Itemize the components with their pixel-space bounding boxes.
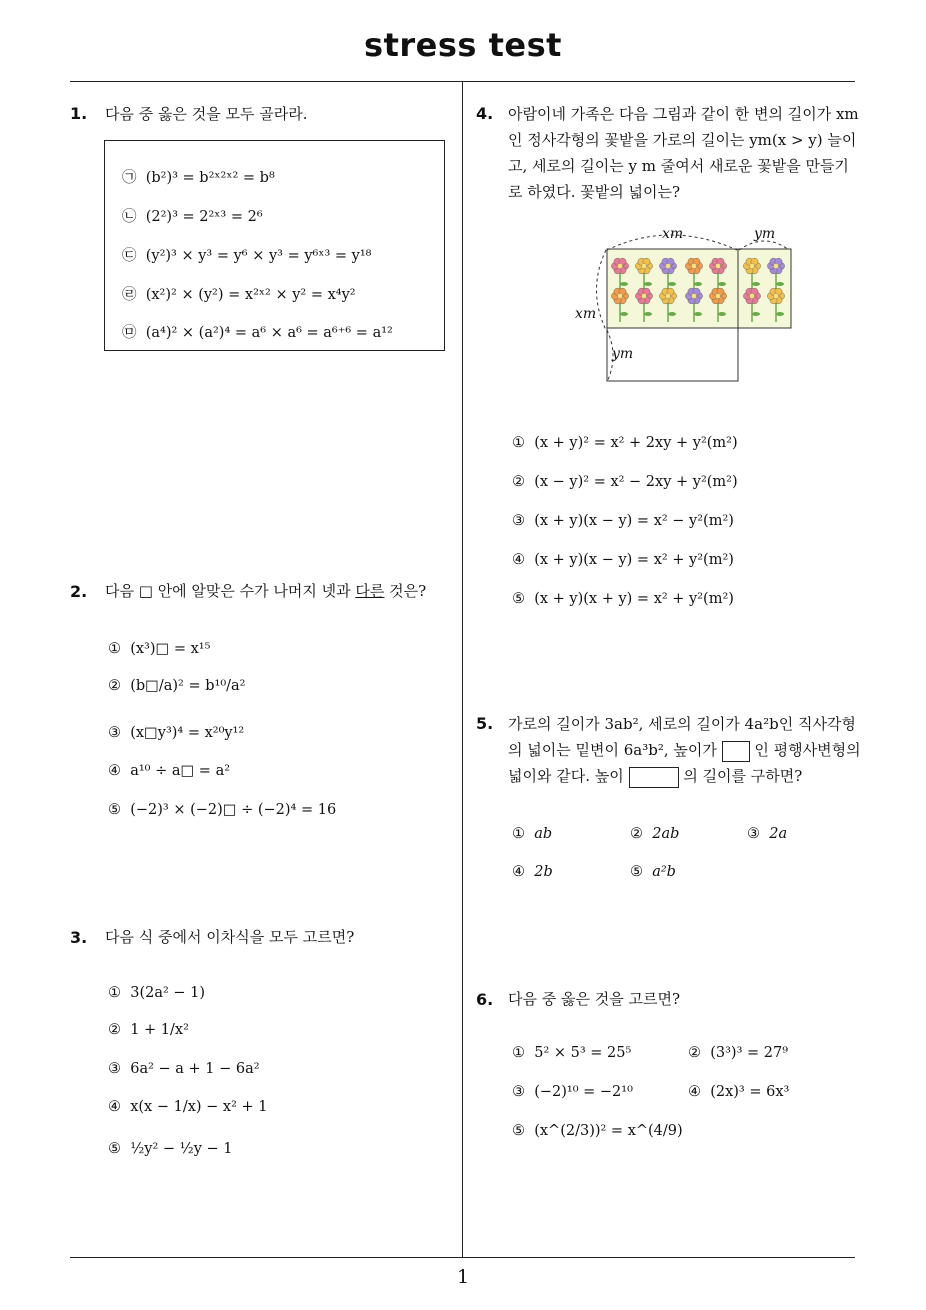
q4-option-expr: (x − y)² = x² − 2xy + y²(m²): [534, 474, 738, 490]
q4-option[interactable]: [512, 474, 738, 490]
option-mark: ⑤: [512, 1123, 525, 1139]
q1-item[interactable]: [122, 205, 263, 226]
q2-option-expr: (x³)□ = x¹⁵: [130, 641, 211, 657]
q3-option[interactable]: [108, 1099, 268, 1115]
label-left-y: ym: [612, 346, 634, 362]
option-mark: ⑤: [512, 591, 525, 607]
option-mark: ⑤: [630, 864, 643, 880]
option-mark: ④: [512, 864, 525, 880]
q2-option-expr: a¹⁰ ÷ a□ = a²: [130, 763, 231, 779]
q2-option[interactable]: [108, 725, 244, 741]
q5-line2a: 의 넓이는 밑변이 6a³b², 높이가: [508, 741, 717, 759]
q5-option[interactable]: [512, 864, 553, 880]
item-mark: ㉡: [122, 209, 137, 225]
q1-item[interactable]: [122, 283, 356, 304]
option-mark: ②: [108, 678, 121, 694]
option-mark: ⑤: [108, 1141, 121, 1157]
q4-option[interactable]: [512, 591, 734, 607]
q2-option-expr: (b□/a)² = b¹⁰/a²: [130, 678, 246, 694]
q2-option[interactable]: [108, 763, 230, 779]
q5-option-expr: a²b: [652, 864, 676, 880]
label-top-x: xm: [662, 226, 684, 242]
q5-option-expr: 2b: [534, 864, 553, 880]
q3-option-expr: 1 + 1/x²: [130, 1022, 189, 1038]
q3-option-expr: x(x − 1/x) − x² + 1: [130, 1099, 268, 1115]
q3-option[interactable]: [108, 1022, 189, 1038]
q4-option-expr: (x + y)² = x² + 2xy + y²(m²): [534, 435, 738, 451]
q6-option[interactable]: [512, 1084, 633, 1100]
answer-blank-small: [722, 741, 750, 762]
q5-option[interactable]: [747, 826, 787, 842]
q4-option[interactable]: [512, 435, 738, 451]
q4-option[interactable]: [512, 513, 734, 529]
option-mark: ①: [512, 826, 525, 842]
q3-option[interactable]: [108, 985, 205, 1001]
q3-option-expr: 6a² − a + 1 − 6a²: [130, 1061, 260, 1077]
q1-item[interactable]: [122, 166, 275, 187]
item-mark: ㉣: [122, 287, 137, 303]
q1-item-expr: (a⁴)² × (a²)⁴ = a⁶ × a⁶ = a⁶⁺⁶ = a¹²: [145, 325, 393, 341]
option-mark: ②: [108, 1022, 121, 1038]
answer-blank-wide: [629, 767, 679, 788]
q6-option[interactable]: [688, 1084, 789, 1100]
q6-text: 다음 중 옳은 것을 고르면?: [508, 990, 681, 1008]
q2-option-expr: (x□y³)⁴ = x²⁰y¹²: [130, 725, 245, 741]
q1-text: 다음 중 옳은 것을 모두 골라라.: [105, 105, 308, 123]
q3-text: 다음 식 중에서 이차식을 모두 고르면?: [105, 928, 355, 946]
q3-option-expr: 3(2a² − 1): [130, 985, 206, 1001]
option-mark: ③: [747, 826, 760, 842]
option-mark: ⑤: [108, 802, 121, 818]
q6-option-expr: (−2)¹⁰ = −2¹⁰: [534, 1084, 633, 1100]
item-mark: ㉤: [122, 325, 137, 341]
q5-line2: [508, 737, 861, 763]
column-divider: [462, 82, 463, 1258]
option-mark: ④: [108, 763, 121, 779]
q1-number: 1.: [70, 104, 88, 123]
q4-option-expr: (x + y)(x − y) = x² + y²(m²): [534, 552, 734, 568]
q1-item-expr: (x²)² × (y²) = x²ˣ² × y² = x⁴y²: [145, 287, 356, 303]
q4-text: 아람이네 가족은 다음 그림과 같이 한 변의 길이가 xm인 정사각형의 꽃밭을 가로의 길이는 ym(x > y) 늘이고, 세로의 길이는 y m 줄여서 새로운 꽃밭을 만들기로 하였다. 꽃밭의 넓이는?: [508, 105, 859, 201]
q6-option[interactable]: [688, 1045, 788, 1061]
q5-option[interactable]: [512, 826, 552, 842]
option-mark: ④: [512, 552, 525, 568]
option-mark: ④: [108, 1099, 121, 1115]
option-mark: ①: [512, 1045, 525, 1061]
garden-dimension-arcs: [575, 226, 800, 391]
option-mark: ①: [108, 985, 121, 1001]
option-mark: ③: [108, 725, 121, 741]
q6-option-expr: (3³)³ = 27⁹: [710, 1045, 789, 1061]
q2-option-expr: (−2)³ × (−2)□ ÷ (−2)⁴ = 16: [130, 802, 337, 818]
q5-line3a: 넓이와 같다. 높이: [508, 767, 624, 785]
q2-option[interactable]: [108, 641, 210, 657]
q1-item-expr: (b²)³ = b²ˣ²ˣ² = b⁸: [145, 170, 275, 186]
q5-line1: 가로의 길이가 3ab², 세로의 길이가 4a²b인 직사각형: [508, 715, 856, 733]
option-mark: ②: [630, 826, 643, 842]
q3-number: 3.: [70, 928, 88, 947]
q5-number: 5.: [476, 714, 494, 733]
q1-item-expr: (y²)³ × y³ = y⁶ × y³ = y⁶ˣ³ = y¹⁸: [145, 248, 372, 264]
q6-option[interactable]: [512, 1045, 631, 1061]
q6-option-expr: (2x)³ = 6x³: [710, 1084, 790, 1100]
q2-option[interactable]: [108, 678, 245, 694]
item-mark: ㉠: [122, 170, 137, 186]
option-mark: ①: [108, 641, 121, 657]
q3-option-expr: ½y² − ½y − 1: [130, 1141, 233, 1157]
option-mark: ②: [688, 1045, 701, 1061]
arc-top-y: [739, 241, 789, 250]
option-mark: ③: [512, 1084, 525, 1100]
q2-option[interactable]: [108, 802, 336, 818]
q2-number: 2.: [70, 582, 88, 601]
page-number: 1: [456, 1266, 470, 1288]
q2-text-underlined: 다른: [355, 582, 385, 600]
q3-option[interactable]: [108, 1061, 260, 1077]
q5-option-expr: ab: [534, 826, 553, 842]
q5-line3: [508, 763, 802, 789]
q5-option-expr: 2a: [769, 826, 788, 842]
label-left-x: xm: [575, 306, 597, 322]
label-top-y: ym: [754, 226, 776, 242]
q2-text: [105, 578, 426, 604]
q6-option[interactable]: [512, 1123, 683, 1139]
q6-option-expr: 5² × 5³ = 25⁵: [534, 1045, 632, 1061]
q5-option[interactable]: [630, 826, 679, 842]
q4-option-expr: (x + y)(x − y) = x² − y²(m²): [534, 513, 734, 529]
option-mark: ③: [108, 1061, 121, 1077]
q3-option[interactable]: [108, 1141, 232, 1157]
q5-option[interactable]: [630, 864, 676, 880]
page-title: stress test: [364, 26, 562, 64]
arc-left-x: [597, 250, 607, 330]
q2-text-after: 것은?: [384, 582, 427, 600]
q1-item[interactable]: [122, 321, 393, 342]
q4-option-expr: (x + y)(x + y) = x² + y²(m²): [534, 591, 734, 607]
bottom-rule: [70, 1257, 855, 1258]
q4-option[interactable]: [512, 552, 734, 568]
q2-text-before: 다음 □ 안에 알맞은 수가 나머지 넷과: [105, 582, 356, 600]
q1-item-expr: (2²)³ = 2²ˣ³ = 2⁶: [145, 209, 263, 225]
q6-option-expr: (x^(2/3))² = x^(4/9): [534, 1123, 683, 1139]
q6-number: 6.: [476, 990, 494, 1009]
q5-option-expr: 2ab: [652, 826, 680, 842]
q5-line3b: 의 길이를 구하면?: [683, 767, 803, 785]
option-mark: ①: [512, 435, 525, 451]
option-mark: ④: [688, 1084, 701, 1100]
option-mark: ③: [512, 513, 525, 529]
item-mark: ㉢: [122, 248, 137, 264]
q5-line2b: 인 평행사변형의: [754, 741, 861, 759]
q1-item[interactable]: [122, 244, 371, 265]
option-mark: ②: [512, 474, 525, 490]
q4-number: 4.: [476, 104, 494, 123]
